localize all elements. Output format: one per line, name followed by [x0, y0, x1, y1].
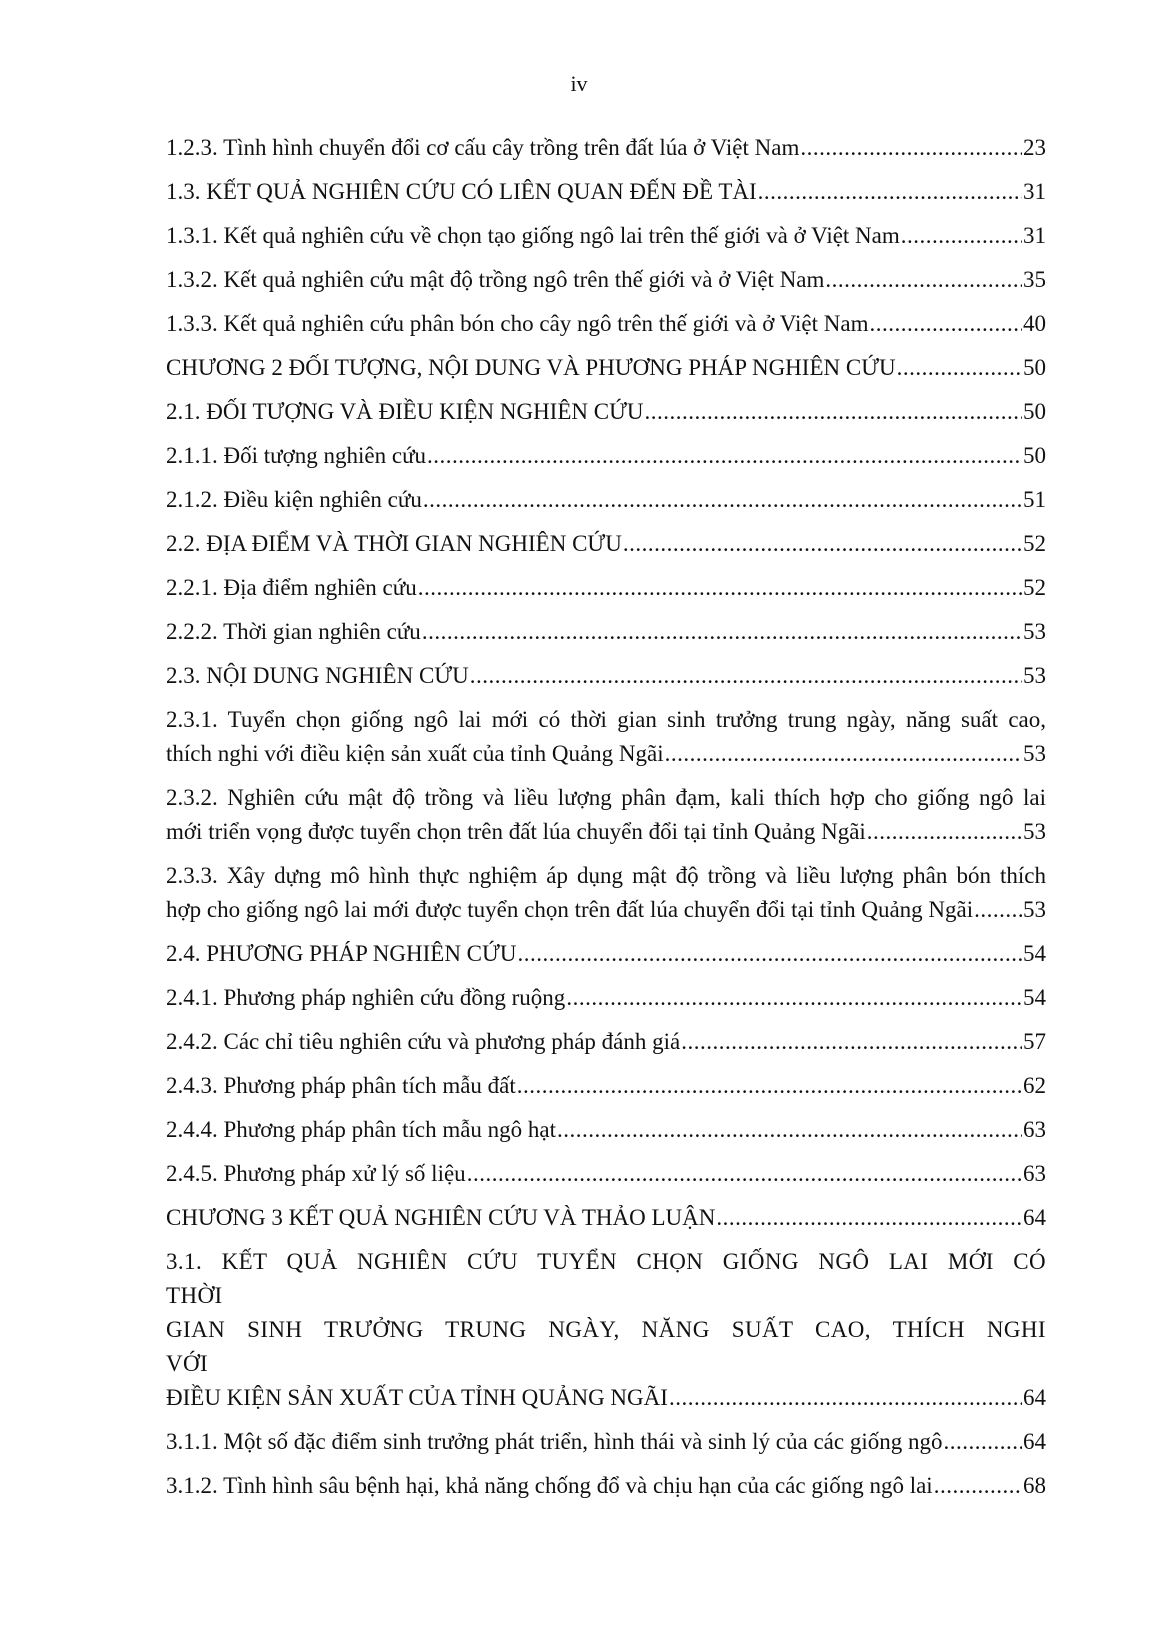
toc-entry-title-line: 2.3.2. Nghiên cứu mật độ trồng và liều lượng phân đạm, kali thích hợp cho giống ngô lai — [166, 785, 1046, 810]
toc-entry[interactable] — [166, 395, 1046, 429]
dot-leader — [934, 1469, 1022, 1503]
dot-leader — [758, 175, 1022, 209]
toc-entry-title: 2.4.5. Phương pháp xử lý số liệu — [166, 1161, 466, 1186]
dot-leader — [800, 131, 1022, 165]
toc-entry-title: 2.2.2. Thời gian nghiên cứu — [166, 619, 421, 644]
toc-entry[interactable] — [166, 263, 1046, 297]
toc-entry[interactable] — [166, 1069, 1046, 1103]
toc-entry-title: CHƯƠNG 3 KẾT QUẢ NGHIÊN CỨU VÀ THẢO LUẬN — [166, 1205, 716, 1230]
toc-entry-title: 2.4. PHƯƠNG PHÁP NGHIÊN CỨU — [166, 941, 517, 966]
toc-entry-title: 2.4.1. Phương pháp nghiên cứu đồng ruộng — [166, 985, 566, 1010]
toc-entry-title: thích nghi với điều kiện sản xuất của tỉnh Quảng Ngãi — [166, 741, 664, 766]
toc-entry[interactable] — [166, 703, 1046, 771]
toc-entry-title: 2.3. NỘI DUNG NGHIÊN CỨU — [166, 663, 469, 688]
toc-entry-title: 2.4.4. Phương pháp phân tích mẫu ngô hạt — [166, 1117, 557, 1142]
toc-entry-page: 64 — [1023, 1385, 1046, 1410]
dot-leader — [681, 1025, 1022, 1059]
toc-entry-title: 2.1.1. Đối tượng nghiên cứu — [166, 443, 427, 468]
table-of-contents — [166, 131, 1046, 1513]
toc-entry-page: 63 — [1023, 1117, 1046, 1142]
toc-entry-title: 2.1. ĐỐI TƯỢNG VÀ ĐIỀU KIỆN NGHIÊN CỨU — [166, 399, 644, 424]
toc-entry-title: 1.3. KẾT QUẢ NGHIÊN CỨU CÓ LIÊN QUAN ĐẾN ĐỀ TÀI — [166, 179, 757, 204]
toc-entry-page: 31 — [1023, 223, 1046, 248]
toc-entry-page: 40 — [1023, 311, 1046, 336]
toc-entry-title: 1.3.3. Kết quả nghiên cứu phân bón cho cây ngô trên thế giới và ở Việt Nam — [166, 311, 869, 336]
toc-entry-title: 1.2.3. Tình hình chuyển đổi cơ cấu cây trồng trên đất lúa ở Việt Nam — [166, 135, 800, 160]
toc-entry-page: 31 — [1023, 179, 1046, 204]
toc-entry[interactable] — [166, 1157, 1046, 1191]
toc-entry-title: 1.3.1. Kết quả nghiên cứu về chọn tạo giống ngô lai trên thế giới và ở Việt Nam — [166, 223, 900, 248]
toc-entry[interactable] — [166, 1245, 1046, 1415]
toc-entry-title-line: 2.3.1. Tuyển chọn giống ngô lai mới có thời gian sinh trưởng trung ngày, năng suất cao, — [166, 707, 1046, 732]
toc-entry-page: 35 — [1023, 267, 1046, 292]
dot-leader — [623, 527, 1022, 561]
toc-entry[interactable] — [166, 131, 1046, 165]
toc-entry-title: 1.3.2. Kết quả nghiên cứu mật độ trồng ngô trên thế giới và ở Việt Nam — [166, 267, 825, 292]
toc-entry[interactable] — [166, 571, 1046, 605]
dot-leader — [470, 659, 1022, 693]
toc-entry-page: 54 — [1023, 985, 1046, 1010]
toc-entry-page: 50 — [1023, 355, 1046, 380]
toc-entry-page: 63 — [1023, 1161, 1046, 1186]
dot-leader — [901, 219, 1022, 253]
toc-entry[interactable] — [166, 937, 1046, 971]
toc-entry[interactable] — [166, 351, 1046, 385]
toc-entry[interactable] — [166, 1469, 1046, 1503]
toc-entry[interactable] — [166, 483, 1046, 517]
dot-leader — [669, 1381, 1022, 1415]
toc-entry-page: 64 — [1023, 1429, 1046, 1454]
toc-entry[interactable] — [166, 307, 1046, 341]
toc-entry-page: 64 — [1023, 1205, 1046, 1230]
dot-leader — [825, 263, 1022, 297]
toc-entry-page: 54 — [1023, 941, 1046, 966]
toc-entry-page: 50 — [1023, 399, 1046, 424]
dot-leader — [517, 937, 1022, 971]
toc-entry-page: 53 — [1023, 663, 1046, 688]
toc-entry-page: 23 — [1023, 135, 1046, 160]
dot-leader — [974, 893, 1022, 927]
dot-leader — [422, 615, 1022, 649]
toc-entry-page: 52 — [1023, 531, 1046, 556]
toc-entry[interactable] — [166, 781, 1046, 849]
toc-entry-title: ĐIỀU KIỆN SẢN XUẤT CỦA TỈNH QUẢNG NGÃI — [166, 1385, 668, 1410]
dot-leader — [427, 439, 1022, 473]
toc-entry[interactable] — [166, 859, 1046, 927]
toc-entry-page: 53 — [1023, 897, 1046, 922]
toc-entry-page: 52 — [1023, 575, 1046, 600]
toc-entry-title: 3.1.1. Một số đặc điểm sinh trưởng phát triển, hình thái và sinh lý của các giống ngô — [166, 1429, 943, 1454]
toc-entry[interactable] — [166, 175, 1046, 209]
toc-entry-title: 2.2.1. Địa điểm nghiên cứu — [166, 575, 417, 600]
toc-entry[interactable] — [166, 439, 1046, 473]
toc-entry[interactable] — [166, 1113, 1046, 1147]
toc-entry-page: 53 — [1023, 819, 1046, 844]
toc-entry-title: 3.1.2. Tình hình sâu bệnh hại, khả năng chống đổ và chịu hạn của các giống ngô lai — [166, 1473, 933, 1498]
toc-entry[interactable] — [166, 219, 1046, 253]
toc-entry-page: 53 — [1023, 619, 1046, 644]
toc-entry[interactable] — [166, 981, 1046, 1015]
toc-entry-page: 51 — [1023, 487, 1046, 512]
dot-leader — [665, 737, 1022, 771]
dot-leader — [869, 307, 1022, 341]
dot-leader — [557, 1113, 1022, 1147]
toc-entry-page: 50 — [1023, 443, 1046, 468]
toc-entry-title: 2.4.2. Các chỉ tiêu nghiên cứu và phương pháp đánh giá — [166, 1029, 681, 1054]
toc-entry[interactable] — [166, 1025, 1046, 1059]
dot-leader — [517, 1069, 1022, 1103]
dot-leader — [716, 1201, 1022, 1235]
toc-entry-title-line: 2.3.3. Xây dựng mô hình thực nghiệm áp dụng mật độ trồng và liều lượng phân bón thích — [166, 863, 1046, 888]
toc-entry-page: 57 — [1023, 1029, 1046, 1054]
toc-entry[interactable] — [166, 1425, 1046, 1459]
toc-entry[interactable] — [166, 527, 1046, 561]
toc-entry-title: mới triển vọng được tuyển chọn trên đất lúa chuyển đổi tại tỉnh Quảng Ngãi — [166, 819, 866, 844]
dot-leader — [645, 395, 1022, 429]
toc-entry[interactable] — [166, 659, 1046, 693]
toc-entry-title: 2.2. ĐỊA ĐIỂM VÀ THỜI GIAN NGHIÊN CỨU — [166, 531, 622, 556]
toc-entry-title-line: GIAN SINH TRƯỞNG TRUNG NGÀY, NĂNG SUẤT CAO, THÍCH NGHI VỚI — [166, 1317, 1046, 1376]
toc-entry-title: CHƯƠNG 2 ĐỐI TƯỢNG, NỘI DUNG VÀ PHƯƠNG PHÁP NGHIÊN CỨU — [166, 355, 896, 380]
dot-leader — [467, 1157, 1022, 1191]
page-number: iv — [570, 71, 588, 96]
dot-leader — [566, 981, 1022, 1015]
dot-leader — [943, 1425, 1022, 1459]
toc-entry-page: 53 — [1023, 741, 1046, 766]
toc-entry-title: 2.1.2. Điều kiện nghiên cứu — [166, 487, 422, 512]
toc-entry-page: 62 — [1023, 1073, 1046, 1098]
toc-entry[interactable] — [166, 615, 1046, 649]
toc-entry-title: 2.4.3. Phương pháp phân tích mẫu đất — [166, 1073, 516, 1098]
dot-leader — [423, 483, 1022, 517]
dot-leader — [418, 571, 1022, 605]
toc-entry-title-line: 3.1. KẾT QUẢ NGHIÊN CỨU TUYỂN CHỌN GIỐNG NGÔ LAI MỚI CÓ THỜI — [166, 1249, 1046, 1308]
toc-entry-page: 68 — [1023, 1473, 1046, 1498]
toc-entry-title: hợp cho giống ngô lai mới được tuyển chọn trên đất lúa chuyển đổi tại tỉnh Quảng Ngãi — [166, 897, 974, 922]
dot-leader — [897, 351, 1022, 385]
toc-entry[interactable] — [166, 1201, 1046, 1235]
dot-leader — [867, 815, 1022, 849]
